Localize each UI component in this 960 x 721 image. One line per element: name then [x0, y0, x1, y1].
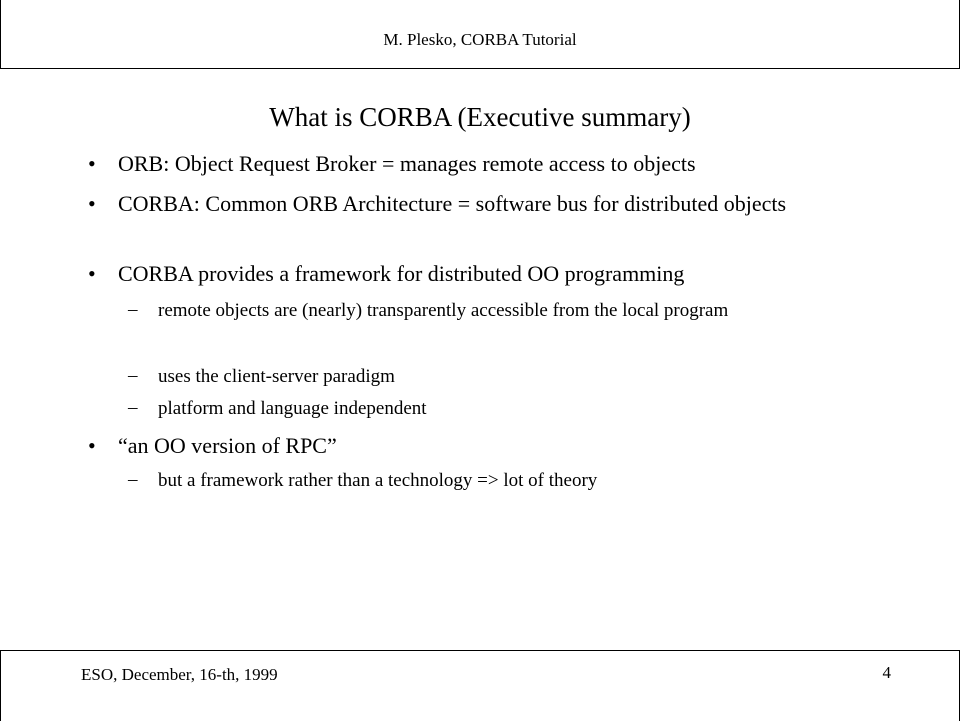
footer-bar — [0, 650, 960, 721]
bullet-text: CORBA: Common ORB Architecture = software bus for distributed objects — [118, 191, 787, 216]
footer-date: ESO, December, 16-th, 1999 — [81, 665, 278, 684]
sub-bullet-marker: – — [128, 365, 138, 386]
bullet-text: “an OO version of RPC” — [118, 433, 337, 458]
bullet-marker: • — [88, 433, 96, 458]
page-number: 4 — [882, 663, 891, 682]
sub-bullet-text: platform and language independent — [158, 398, 427, 419]
header-bar — [0, 0, 960, 69]
sub-bullet-text: but a framework rather than a technology => lot of theory — [158, 470, 598, 491]
sub-bullet-marker: – — [128, 469, 138, 490]
sub-bullet-marker: – — [128, 397, 138, 418]
sub-bullet-text: remote objects are (nearly) transparently accessible from the local program — [158, 300, 729, 321]
slide-title: What is CORBA (Executive summary) — [269, 102, 691, 132]
bullet-text: CORBA provides a framework for distributed OO programming — [118, 261, 685, 286]
bullet-marker: • — [88, 261, 96, 286]
bullet-marker: • — [88, 151, 96, 176]
sub-bullet-text: uses the client-server paradigm — [158, 366, 395, 387]
header-text: M. Plesko, CORBA Tutorial — [383, 30, 577, 49]
sub-bullet-marker: – — [128, 299, 138, 320]
bullet-marker: • — [88, 191, 96, 216]
bullet-text: ORB: Object Request Broker = manages remote access to objects — [118, 151, 696, 176]
